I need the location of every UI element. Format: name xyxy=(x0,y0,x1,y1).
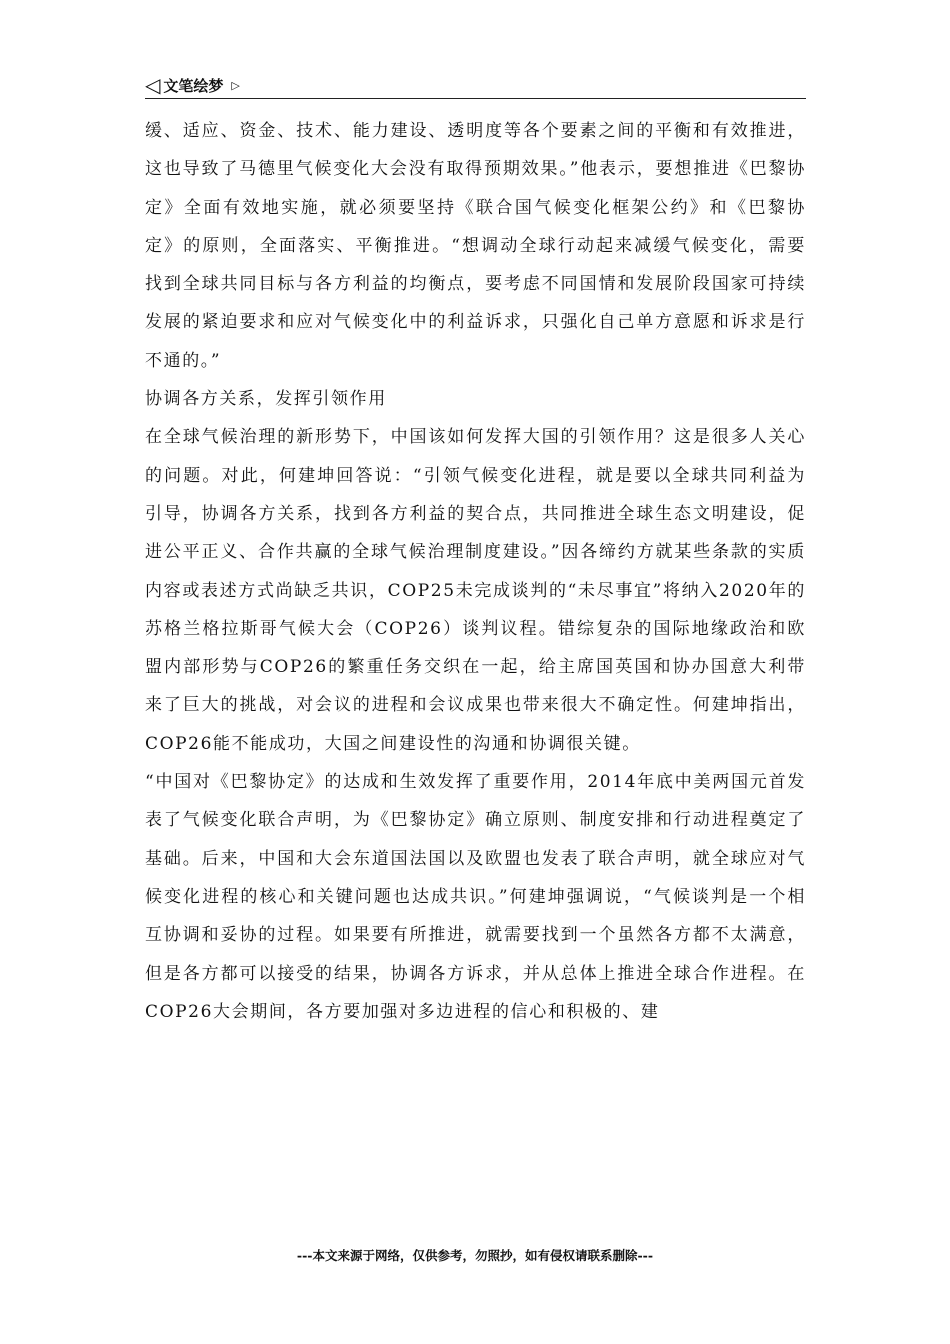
header-title: 文笔绘梦 xyxy=(163,76,224,95)
document-body xyxy=(145,112,806,1031)
section-heading: 协调各方关系，发挥引领作用 xyxy=(145,389,387,410)
paragraph-1: 缓、适应、资金、技术、能力建设、透明度等各个要素之间的平衡和有效推进，这也导致了马德里气候变化大会没有取得预期效果。”他表示，要想推进《巴黎协定》全面有效地实施，就必须要坚持《联合国气候变化框架公约》和《巴黎协定》的原则，全面落实、平衡推进。“想调动全球行动起来减缓气候变化，需要找到全球共同目标与各方利益的均衡点，要考虑不同国情和发展阶段国家可持续发展的紧迫要求和应对气候变化中的利益诉求，只强化自己单方意愿和诉求是行不通的。” xyxy=(145,121,806,371)
paragraph-2: 在全球气候治理的新形势下，中国该如何发挥大国的引领作用？这是很多人关心的问题。对此，何建坤回答说：“引领气候变化进程，就是要以全球共同利益为引导，协调各方关系，找到各方利益的契合点，共同推进全球生态文明建设，促进公平正义、合作共赢的全球气候治理制度建设。”因各缔约方就某些条款的实质内容或表述方式尚缺乏共识，COP25未完成谈判的“未尽事宜”将纳入2020年的苏格兰格拉斯哥气候大会（COP26）谈判议程。错综复杂的国际地缘政治和欧盟内部形势与COP26的繁重任务交织在一起，给主席国英国和协办国意大利带来了巨大的挑战，对会议的进程和会议成果也带来很大不确定性。何建坤指出，COP26能不能成功，大国之间建设性的沟通和协调很关键。 xyxy=(145,427,806,754)
triangle-left-icon: ◁ xyxy=(145,73,161,97)
triangle-right-icon: ▷ xyxy=(231,78,240,92)
page-header xyxy=(145,72,806,99)
paragraph-3: “中国对《巴黎协定》的达成和生效发挥了重要作用，2014年底中美两国元首发表了气候变化联合声明，为《巴黎协定》确立原则、制度安排和行动进程奠定了基础。后来，中国和大会东道国法国以及欧盟也发表了联合声明，就全球应对气候变化进程的核心和关键问题也达成共识。”何建坤强调说，“气候谈判是一个相互协调和妥协的过程。如果要有所推进，就需要找到一个虽然各方都不太满意，但是各方都可以接受的结果，协调各方诉求，并从总体上推进全球合作进程。在COP26大会期间，各方要加强对多边进程的信心和积极的、建 xyxy=(145,772,806,1022)
footer-disclaimer: ---本文来源于网络，仅供参考，勿照抄，如有侵权请联系删除--- xyxy=(296,1248,654,1263)
